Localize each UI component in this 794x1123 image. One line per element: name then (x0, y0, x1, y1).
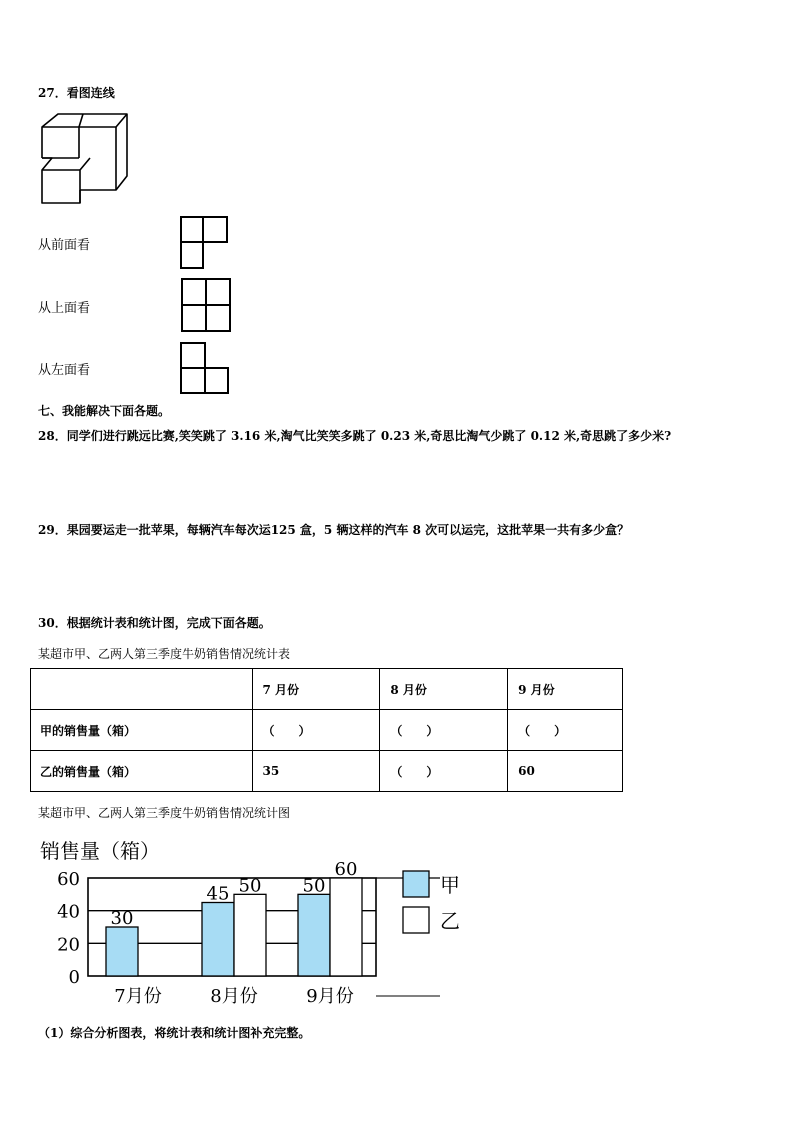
bar-jia (202, 903, 234, 977)
q27-title: 27．看图连线 (38, 86, 115, 100)
table-header-row (31, 669, 623, 710)
bar-jia (106, 927, 138, 976)
table-cell: 35 (252, 751, 380, 792)
table-header-cell: 9 月份 (508, 669, 623, 710)
legend-label: 乙 (440, 909, 460, 933)
data-label: 30 (110, 908, 134, 929)
view-label-front: 从前面看 (38, 238, 91, 253)
front-view-shape (178, 215, 230, 271)
data-label: 50 (238, 875, 262, 897)
x-tick-label: 8月份 (210, 986, 258, 1007)
legend-swatch (403, 907, 429, 933)
table-cell: 甲的销售量（箱） (31, 710, 253, 751)
cube-stack-figure (38, 110, 133, 206)
top-view-shape (178, 276, 232, 334)
bar-yi (234, 894, 266, 976)
table-cell: （ ） (508, 710, 623, 751)
table-header-cell: 7 月份 (252, 669, 380, 710)
table-row (31, 710, 623, 751)
view-label-left: 从左面看 (38, 363, 91, 378)
bar-jia (298, 894, 330, 976)
data-label: 60 (334, 859, 358, 880)
table-header-cell: 8 月份 (380, 669, 508, 710)
table-cell: 60 (508, 751, 623, 792)
table-cell: （ ） (252, 710, 380, 751)
q29-text: 29．果园要运走一批苹果，每辆汽车每次运125 盒，5 辆这样的汽车 8 次可以运完，这批苹果一共有多少盒？ (38, 523, 630, 537)
table-cell: （ ） (380, 751, 508, 792)
view-label-top: 从上面看 (38, 301, 91, 316)
table-row (31, 751, 623, 792)
bar-yi (330, 878, 362, 976)
q28-text: 28．同学们进行跳远比赛,笑笑跳了 3.16 米,淘气比笑笑多跳了 0.23 米,奇思比淘气少跳了 0.12 米,奇思跳了多少米? (38, 429, 672, 443)
table-cell: 乙的销售量（箱） (31, 751, 253, 792)
legend-swatch (403, 871, 429, 897)
y-tick-label: 0 (68, 967, 80, 988)
data-label: 45 (206, 883, 230, 905)
legend-label: 甲 (440, 873, 460, 897)
left-view-shape (178, 340, 232, 396)
sub-question-1: （1）综合分析图表，将统计表和统计图补充完整。 (38, 1026, 311, 1040)
q30-text: 30．根据统计表和统计图，完成下面各题。 (38, 616, 271, 630)
y-axis-label: 销售量（箱） (40, 839, 160, 863)
x-tick-label: 7月份 (114, 986, 162, 1007)
y-tick-label: 40 (57, 901, 80, 923)
table-cell: （ ） (380, 710, 508, 751)
y-tick-label: 60 (57, 869, 80, 890)
table-header-cell (31, 669, 253, 710)
sales-table (30, 668, 623, 792)
table-caption: 某超市甲、乙两人第三季度牛奶销售情况统计表 (38, 647, 291, 661)
section-title: 七、我能解决下面各题。 (38, 404, 171, 418)
x-tick-label: 9月份 (306, 986, 354, 1007)
chart-caption: 某超市甲、乙两人第三季度牛奶销售情况统计图 (38, 806, 291, 820)
data-label: 50 (302, 875, 326, 897)
y-tick-label: 20 (57, 934, 80, 956)
sales-bar-chart (0, 830, 794, 1010)
